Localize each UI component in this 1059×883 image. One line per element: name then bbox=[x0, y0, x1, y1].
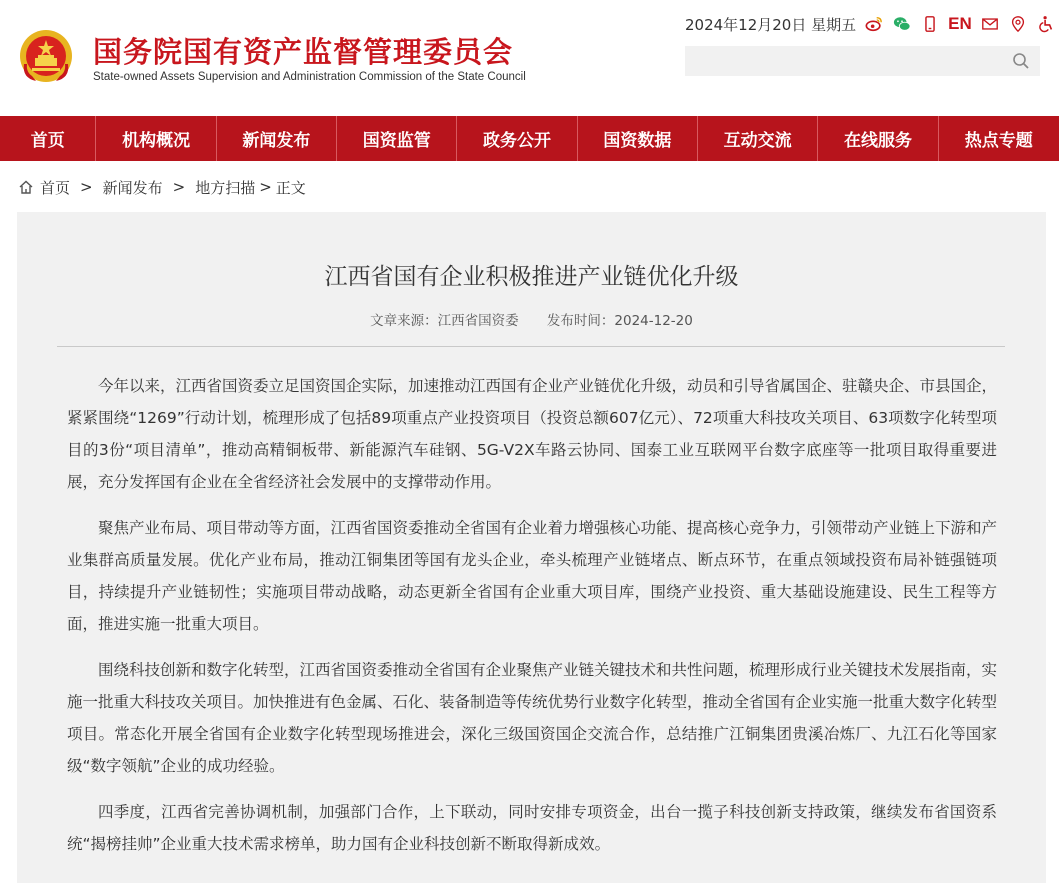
location-icon[interactable] bbox=[1008, 14, 1028, 34]
site-title-cn[interactable]: 国务院国有资产监督管理委员会 bbox=[93, 35, 514, 69]
title-divider bbox=[57, 346, 1005, 347]
breadcrumb bbox=[18, 176, 306, 198]
breadcrumb-separator: > bbox=[172, 178, 186, 196]
nav-item-topics[interactable]: 热点专题 bbox=[964, 131, 1033, 151]
nav-item-news[interactable]: 新闻发布 bbox=[217, 116, 337, 161]
mobile-icon[interactable] bbox=[920, 14, 940, 34]
wechat-icon[interactable] bbox=[892, 14, 912, 34]
nav-item-home[interactable]: 首页 bbox=[0, 116, 96, 161]
article-container bbox=[17, 212, 1046, 883]
home-icon bbox=[18, 179, 34, 195]
search-box bbox=[685, 46, 1040, 76]
mail-icon[interactable] bbox=[980, 14, 1000, 34]
article-paragraph: 四季度，江西省完善协调机制，加强部门合作，上下联动，同时安排专项资金，出台一揽子科技创新支持政策，继续发布省国资系统“揭榜挂帅”企业重大技术需求榜单，助力国有企业科技创新不断取得新成效。 bbox=[67, 803, 997, 853]
english-link[interactable]: EN bbox=[948, 14, 972, 33]
accessibility-icon[interactable] bbox=[1036, 14, 1056, 34]
current-date: 2024年12月20日 星期五 bbox=[685, 15, 857, 34]
breadcrumb-news[interactable]: 新闻发布 bbox=[102, 178, 163, 197]
site-title-en[interactable]: State-owned Assets Supervision and Administration Commission of the State Council bbox=[93, 71, 526, 83]
article-meta bbox=[17, 309, 1046, 329]
article-paragraph: 今年以来，江西省国资委立足国资国企实际，加速推动江西国有企业产业链优化升级，动员和引导省属国企、驻赣央企、市县国企，紧紧围绕“1269”行动计划，梳理形成了包括89项重点产业投资项目（投资总额607亿元）、72项重大科技攻关项目、63项数字化转型项目的3份“项目清单”，推动高精铜板带、新能源汽车硅钢、5G-V2X车路云协同、国泰工业互联网平台数字底座等一批项目取得重要进展，充分发挥国有企业在全省经济社会发展中的支撑带动作用。 bbox=[67, 377, 998, 491]
search-input[interactable] bbox=[685, 46, 995, 76]
nav-item-organization[interactable]: 机构概况 bbox=[96, 116, 216, 161]
article-publish-time: 发布时间：2024-12-20 bbox=[546, 313, 693, 329]
nav-item-data[interactable]: 国资数据 bbox=[578, 116, 698, 161]
article-paragraph: 聚焦产业布局、项目带动等方面，江西省国资委推动全省国有企业着力增强核心功能、提高核心竞争力，引领带动产业链上下游和产业集群高质量发展。优化产业布局，推动江铜集团等国有龙头企业，牵头梳理产业链堵点、断点环节，在重点领域投资布局补链强链项目，持续提升产业链韧性；实施项目带动战略，动态更新全省国有企业重大项目库，围绕产业投资、重大基础设施建设、民生工程等方面，推进实施一批重大项目。 bbox=[67, 519, 998, 633]
article-title: 江西省国有企业积极推进产业链优化升级 bbox=[324, 264, 739, 290]
site-header bbox=[0, 0, 1059, 116]
article-source: 文章来源：江西省国资委 bbox=[370, 313, 519, 329]
breadcrumb-home[interactable]: 首页 bbox=[40, 178, 71, 197]
article-body bbox=[67, 370, 997, 874]
article-paragraph: 围绕科技创新和数字化转型，江西省国资委推动全省国有企业聚焦产业链关键技术和共性问题，梳理形成行业关键技术发展指南，实施一批重大科技攻关项目。加快推进有色金属、石化、装备制造等传统优势行业数字化转型，推动全省国有企业实施一批重大数字化转型项目。常态化开展全省国有企业数字化转型现场推进会，深化三级国资国企交流合作，总结推广江铜集团贵溪冶炼厂、九江石化等国家级“数字领航”企业的成功经验。 bbox=[67, 661, 998, 775]
nav-item-interaction[interactable]: 互动交流 bbox=[698, 116, 818, 161]
breadcrumb-separator: > bbox=[259, 178, 272, 196]
nav-item-online-service[interactable]: 在线服务 bbox=[818, 116, 938, 161]
weibo-icon[interactable] bbox=[864, 14, 884, 34]
breadcrumb-separator: > bbox=[80, 178, 93, 196]
nav-item-disclosure[interactable]: 政务公开 bbox=[457, 116, 577, 161]
breadcrumb-local[interactable]: 地方扫描 bbox=[195, 178, 256, 197]
breadcrumb-current: 正文 bbox=[275, 178, 306, 197]
national-emblem-icon bbox=[18, 26, 74, 84]
nav-item-supervision[interactable]: 国资监管 bbox=[337, 116, 457, 161]
main-nav bbox=[0, 116, 1059, 161]
top-toolbar bbox=[685, 12, 1056, 36]
search-icon[interactable] bbox=[1012, 52, 1030, 70]
